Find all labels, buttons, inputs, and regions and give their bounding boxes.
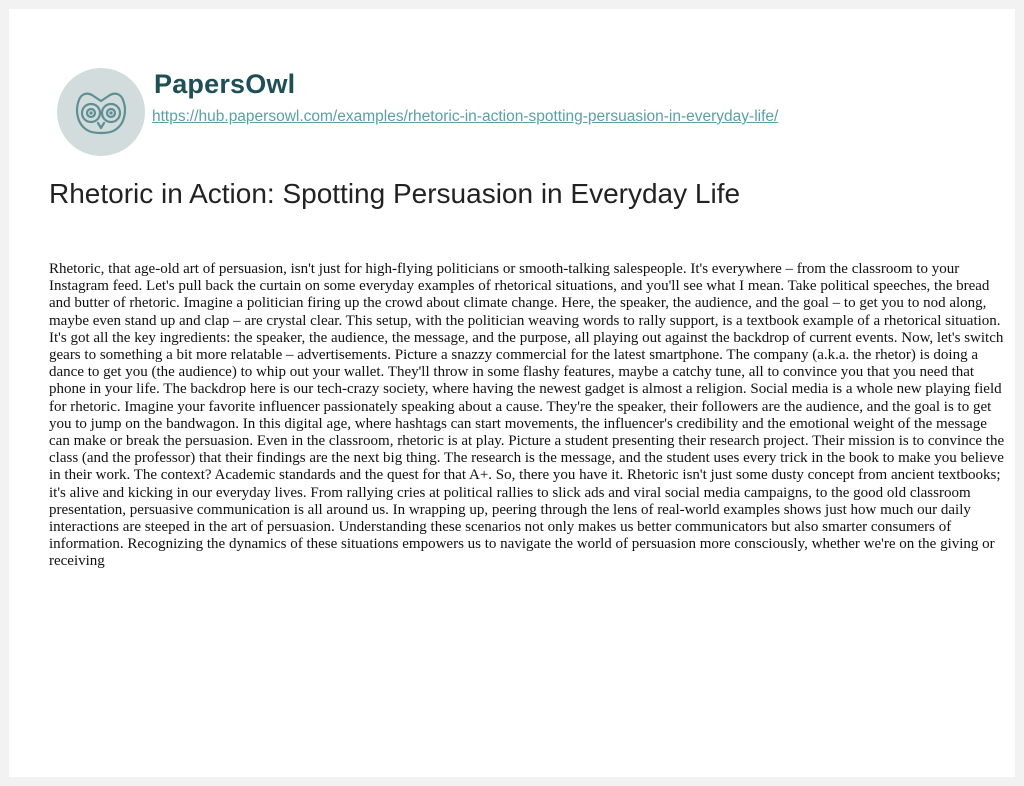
page-header [9,9,1015,167]
source-url-link[interactable]: https://hub.papersowl.com/examples/rhetoric-in-action-spotting-persuasion-in-everyday-life/ [152,108,779,125]
owl-logo-icon [55,66,147,158]
brand-name: PapersOwl [154,69,296,99]
article-body: Rhetoric, that age-old art of persuasion, isn't just for high-flying politicians or smooth-talking salespeople. It's everywhere – from the classroom to your Instagram feed. Let's pull back the curtain on some everyday examples of rhetorical situations, and you'll see what I mean. Take political speeches, the bread and butter of rhetoric. Imagine a politician firing up the crowd about climate change. Here, the speaker, the audience, and the goal – to get you to nod along, maybe even stand up and clap – are crystal clear. This setup, with the politician weaving words to rally support, is a textbook example of a rhetorical situation. It's got all the key ingredients: the speaker, the audience, the message, and the purpose, all playing out against the backdrop of current events. Now, let's switch gears to something a bit more relatable – advertisements. Picture a snazzy commercial for the latest smartphone. The company (a.k.a. the rhetor) is doing a dance to get you (the audience) to whip out your wallet. They'll throw in some flashy features, maybe a catchy tune, all to convince you that you need that phone in your life. The backdrop here is our tech-crazy society, where having the newest gadget is almost a religion. Social media is a whole new playing field for rhetoric. Imagine your favorite influencer passionately speaking about a cause. They're the speaker, their followers are the audience, and the goal is to get you to jump on the bandwagon. In this digital age, where hashtags can start movements, the influencer's credibility and the emotional weight of the message can make or break the persuasion. Even in the classroom, rhetoric is at play. Picture a student presenting their research project. Their mission is to convince the class (and the professor) that their findings are the next big thing. The research is the message, and the student uses every trick in the book to make you believe in their work. The context? Academic standards and the quest for that A+. So, there you have it. Rhetoric isn't just some dusty concept from ancient textbooks; it's alive and kicking in our everyday lives. From rallying cries at political rallies to slick ads and viral social media campaigns, to the good old classroom presentation, persuasive communication is all around us. In wrapping up, peering through the lens of real-world examples shows just how much our daily interactions are steeped in the art of persuasion. Understanding these scenarios not only makes us better communicators but also smarter consumers of information. Recognizing the dynamics of these situations empowers us to navigate the world of persuasion more consciously, whether we're on the giving or receiving [49,261,1005,570]
article-title: Rhetoric in Action: Spotting Persuasion in Everyday Life [49,178,741,209]
document-page [9,9,1015,777]
